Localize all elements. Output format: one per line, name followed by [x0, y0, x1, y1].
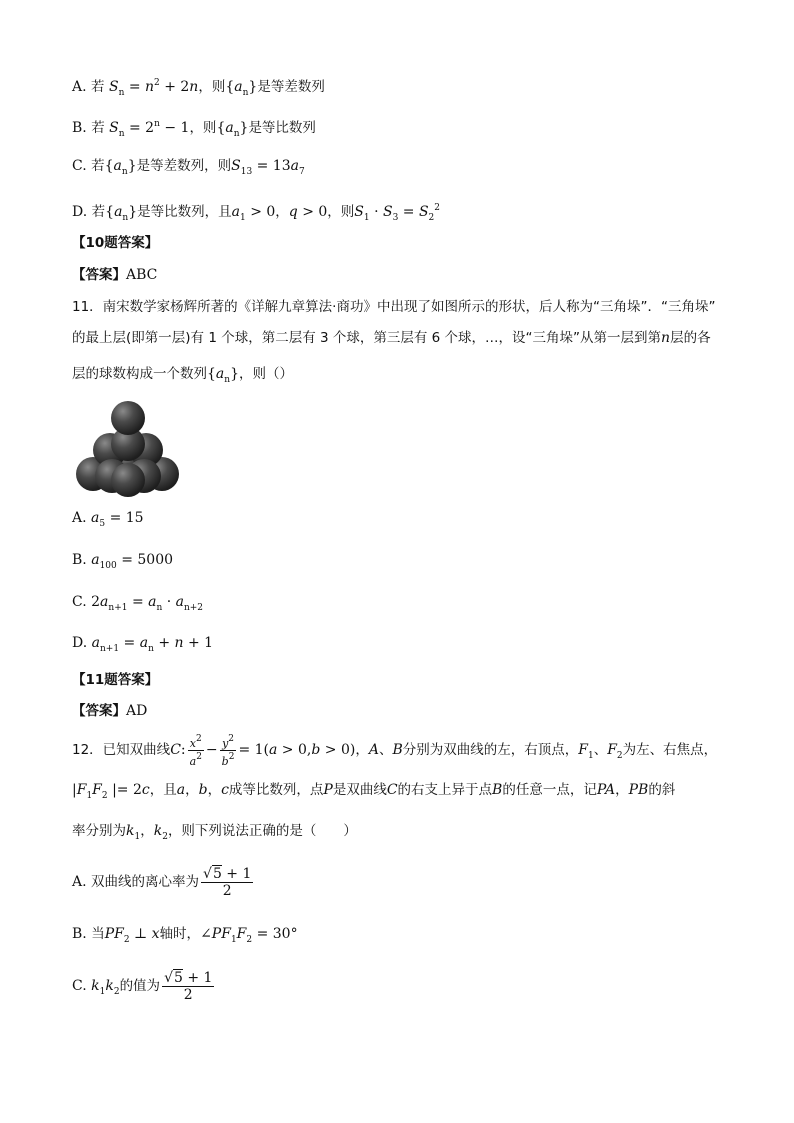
q11-stem-line2: 的最上层(即第一层)有 1 个球，第二层有 3 个球，第三层有 6 个球，…，设“三角垛”从第一层到第n层的各 — [72, 330, 711, 346]
q11-option-b[interactable]: B. $a_{100} = 5000$ — [72, 552, 174, 571]
q12-stem-line2: $|F_1F_2$ |= 2c，且a，b，c成等比数列，点P是双曲线C的右支上异于点B的任意一点，记PA，PB的斜 — [72, 782, 676, 801]
ball — [111, 463, 145, 497]
ball — [111, 401, 145, 435]
q11-answer: 【答案】AD — [72, 703, 148, 719]
q12-option-c[interactable]: C. $k_1k_2$的值为 $\frac{√5 + 1}{2}$ — [72, 969, 213, 1003]
q12-option-b[interactable]: B. 当$PF_2$ ⊥ x轴时，$\angle PF_1F_2 = 30^\circ$ — [72, 926, 298, 945]
q10-option-d[interactable]: D. 若$\{a_n\}$是等比数列，且$a_1 > 0$，q > 0，则$S_1 \cdot S_3 = S_2^2$ — [72, 203, 441, 223]
triangular-pile-figure — [70, 398, 185, 498]
q11-option-a[interactable]: A. $a_5 = 15$ — [72, 510, 144, 529]
q12-stem-line1: 12．已知双曲线C: $\frac{x^2}{a^2}$ − $\frac{y^2}{b^2}$ = 1(a > 0,b > 0)，A、B分别为双曲线的左，右顶点，$F_1$、$F_2$为左、右焦点， — [72, 733, 718, 768]
q12-option-a[interactable]: A. 双曲线的离心率为 $\frac{√5 + 1}{2}$ — [72, 865, 252, 899]
q10-answer: 【答案】ABC — [72, 267, 158, 283]
q10-option-c[interactable]: C. 若$\{a_n\}$是等差数列，则$S_{13} = 13a_7$ — [72, 158, 305, 177]
q11-stem-line1: 11．南宋数学家杨辉所著的《详解九章算法·商功》中出现了如图所示的形状，后人称为“三角垛”．“三角垛” — [72, 299, 716, 315]
q12-stem-line3: 率分别为$k_1$，$k_2$，则下列说法正确的是（ ） — [72, 823, 357, 842]
q11-answer-heading: 【11题答案】 — [72, 672, 159, 688]
q11-option-c[interactable]: C. $2a_{n+1} = a_n \cdot a_{n+2}$ — [72, 594, 204, 613]
q10-answer-heading: 【10题答案】 — [72, 235, 159, 251]
q11-stem-line3: 层的球数构成一个数列$\{a_n\}$，则（） — [72, 366, 293, 385]
q10-option-b[interactable]: B. 若 $S_n = 2^n - 1$，则$\{a_n\}$是等比数列 — [72, 119, 316, 139]
q11-option-d[interactable]: D. $a_{n+1} = a_n + n + 1$ — [72, 635, 214, 654]
math: $S_n = n^2 + 2n$ — [108, 78, 199, 98]
q10-option-a[interactable]: A. 若 $S_n = n^2 + 2n$，则$\{a_n\}$是等差数列 — [72, 78, 325, 98]
